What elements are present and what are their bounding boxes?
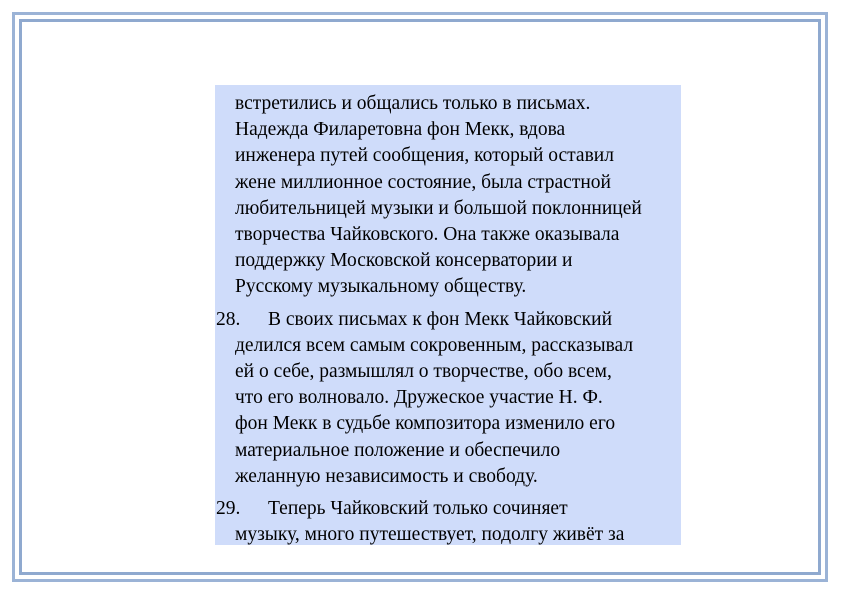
text-line: делился всем самым сокровенным, рассказывал <box>235 334 634 356</box>
text-line: Русскому музыкальному обществу. <box>235 276 527 298</box>
paragraph-28 <box>215 307 681 490</box>
text-line: музыку, много путешествует, подолгу живёт за <box>235 524 625 545</box>
list-number: 29. <box>216 498 241 520</box>
paragraph-29 <box>215 496 681 545</box>
text-line: любительницей музыки и большой поклонницей <box>235 197 642 219</box>
text-line: желанную независимость и свободу. <box>235 465 538 487</box>
text-line: В своих письмах к фон Мекк Чайковский <box>268 308 613 330</box>
text-line: жене миллионное состояние, была страстной <box>235 171 611 193</box>
text-line: инженера путей сообщения, который оставил <box>235 145 614 167</box>
list-number: 28. <box>216 308 241 330</box>
paragraph-continued <box>215 85 681 301</box>
text-box <box>215 85 681 545</box>
text-line: Теперь Чайковский только сочиняет <box>268 498 568 520</box>
text-line: творчества Чайковского. Она также оказывала <box>235 224 620 246</box>
text-line: встретились и общались только в письмах. <box>235 93 591 114</box>
text-line: поддержку Московской консерватории и <box>235 250 573 272</box>
text-line: что его волновало. Дружеское участие Н. Ф. <box>235 387 603 409</box>
text-line: ей о себе, размышлял о творчестве, обо всем, <box>235 361 612 383</box>
text-line: Надежда Филаретовна фон Мекк, вдова <box>235 119 566 141</box>
text-line: фон Мекк в судьбе композитора изменило его <box>235 413 616 435</box>
text-line: материальное положение и обеспечило <box>235 439 561 461</box>
